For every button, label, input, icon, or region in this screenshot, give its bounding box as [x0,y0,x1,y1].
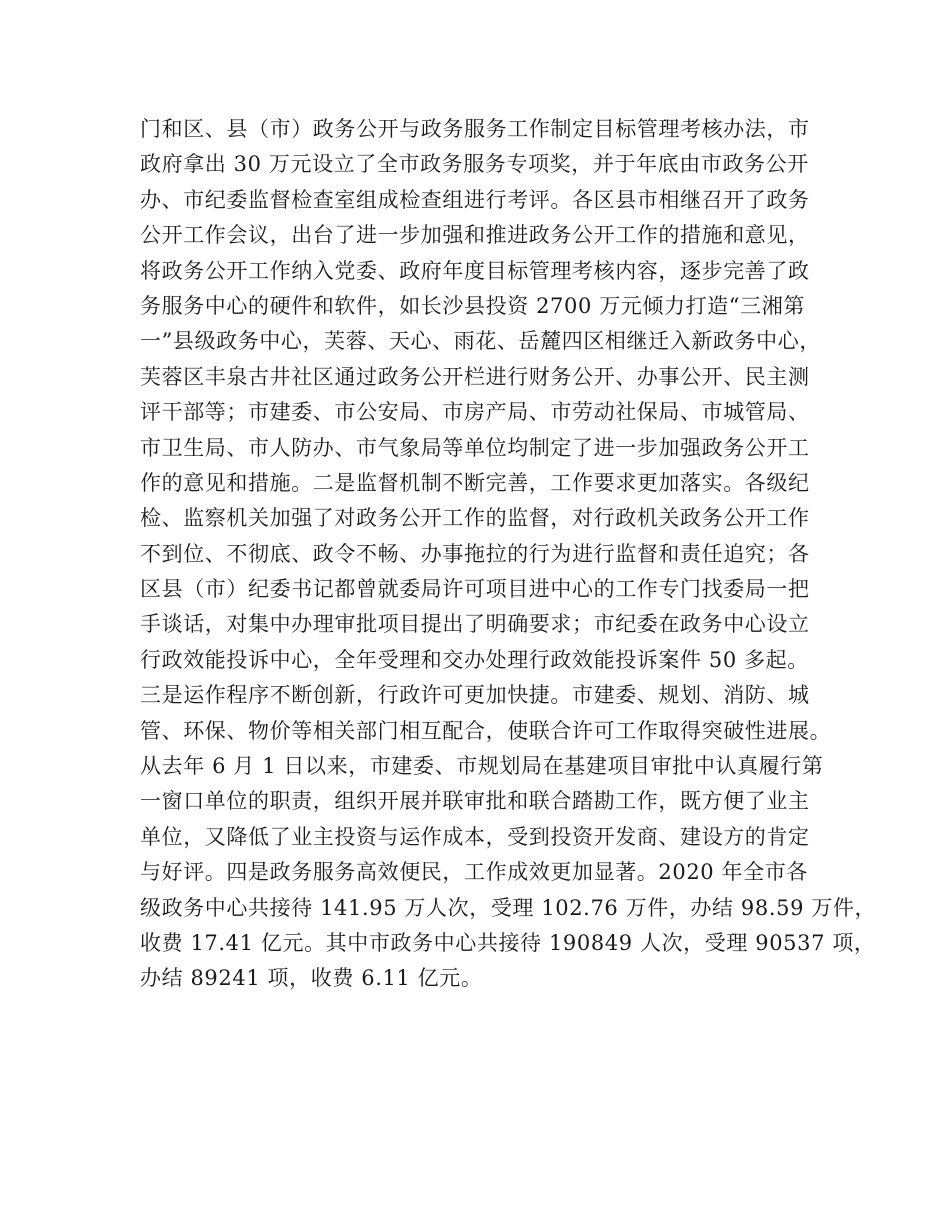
text-line: 管、环保、物价等相关部门相互配合，使联合许可工作取得突破性进展。 [140,718,832,743]
text-line: 不到位、不彻底、政令不畅、办事拖拉的行为进行监督和责任追究；各 [140,541,810,566]
text-line: 办结 89241 项，收费 6.11 亿元。 [140,966,483,991]
text-line: 三是运作程序不断创新，行政许可更加快捷。市建委、规划、消防、城 [140,683,810,708]
text-line: 行政效能投诉中心，全年受理和交办处理行政效能投诉案件 50 多起。 [140,647,809,672]
text-line: 政府拿出 30 万元设立了全市政务服务专项奖，并于年底由市政务公开 [140,152,809,177]
text-line: 公开工作会议，出台了进一步加强和推进政务公开工作的措施和意见， [140,223,810,248]
text-line: 从去年 6 月 1 日以来，市建委、市规划局在基建项目审批中认真履行第 [140,754,824,779]
text-line: 评干部等；市建委、市公安局、市房产局、市劳动社保局、市城管局、 [140,400,810,425]
text-line: 区县（市）纪委书记都曾就委局许可项目进中心的工作专门找委局一把 [140,577,810,602]
text-line: 手谈话，对集中办理审批项目提出了明确要求；市纪委在政务中心设立 [140,612,810,637]
text-line: 市卫生局、市人防办、市气象局等单位均制定了进一步加强政务公开工 [140,435,810,460]
text-line: 检、监察机关加强了对政务公开工作的监督，对行政机关政务公开工作 [140,506,810,531]
text-line: 作的意见和措施。二是监督机制不断完善，工作要求更加落实。各级纪 [140,470,810,495]
text-line: 单位，又降低了业主投资与运作成本，受到投资开发商、建设方的肯定 [140,824,810,849]
body-text [140,112,877,997]
text-line: 级政务中心共接待 141.95 万人次，受理 102.76 万件，办结 98.59 万件， [140,895,877,920]
text-line: 务服务中心的硬件和软件，如长沙县投资 2700 万元倾力打造“三湘第 [140,293,805,318]
text-line: 一窗口单位的职责，组织开展并联审批和联合踏勘工作，既方便了业主 [140,789,810,814]
text-line: 芙蓉区丰泉古井社区通过政务公开栏进行财务公开、办事公开、民主测 [140,364,810,389]
text-line: 门和区、县（市）政务公开与政务服务工作制定目标管理考核办法，市 [140,117,810,141]
text-line: 收费 17.41 亿元。其中市政务中心共接待 190849 人次，受理 90537 项， [140,930,876,955]
text-line: 与好评。四是政务服务高效便民，工作成效更加显著。2020 年全市各 [140,860,808,885]
text-line: 将政务公开工作纳入党委、政府年度目标管理考核内容，逐步完善了政 [140,258,810,283]
text-line: 一”县级政务中心，芙蓉、天心、雨花、岳麓四区相继迁入新政务中心， [140,329,821,354]
text-line: 办、市纪委监督检查室组成检查组进行考评。各区县市相继召开了政务 [140,187,810,212]
